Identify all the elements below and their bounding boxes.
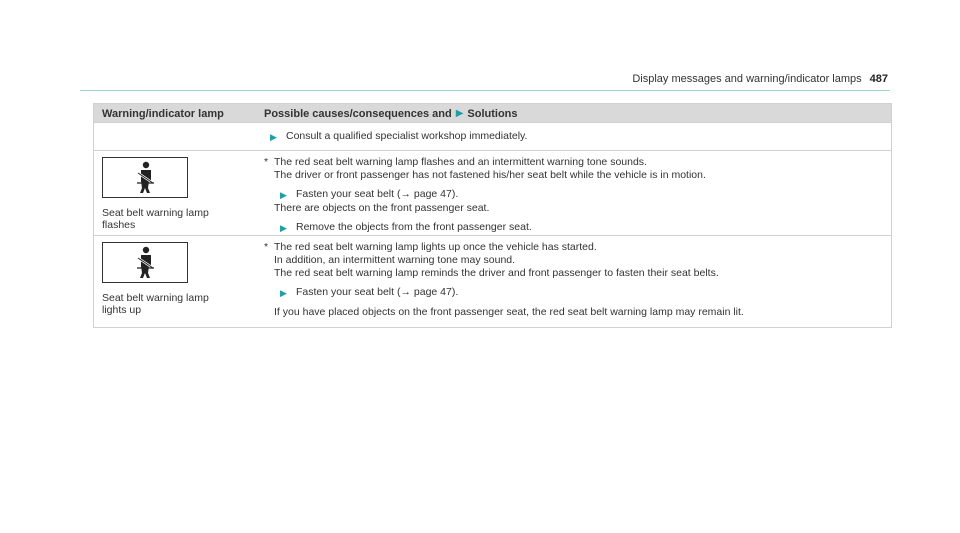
solution-step: [264, 188, 887, 202]
col-causes-header: [260, 104, 891, 122]
step-arrow-icon: ▶: [280, 190, 287, 200]
step-text: Remove the objects from the front passenger seat.: [296, 221, 532, 233]
step-arrow-icon: ▶: [280, 288, 287, 298]
lamp-cell-empty: [94, 123, 260, 150]
solution-step: [264, 286, 887, 300]
lamp-label-line: flashes: [102, 219, 136, 231]
lamp-label-line: lights up: [102, 304, 142, 316]
step-text: Fasten your seat belt (→ page 47).: [296, 286, 459, 298]
seat-belt-icon: [102, 242, 188, 283]
lamp-label-line: Seat belt warning lamp: [102, 292, 209, 304]
lamp-label-line: Seat belt warning lamp: [102, 207, 209, 219]
header-divider: [80, 90, 890, 91]
lamp-label: [102, 207, 252, 231]
section-title: Display messages and warning/indicator lamps: [632, 73, 862, 85]
star-marker: *: [264, 156, 269, 168]
cause-line: In addition, an intermittent warning tone may sound.: [274, 254, 516, 266]
solutions-header-text: Solutions: [467, 108, 518, 120]
solution-arrow-icon: ▶: [455, 108, 464, 119]
cause-text: [264, 241, 887, 280]
step-text: Consult a qualified specialist workshop immediately.: [286, 130, 528, 142]
lamp-cell: [94, 236, 260, 327]
step-text: Fasten your seat belt (→ page 47).: [296, 188, 459, 200]
cause-line: If you have placed objects on the front passenger seat, the red seat belt warning lamp may remain lit.: [274, 306, 744, 318]
warning-lamp-table: [93, 103, 892, 328]
causes-header-text: Possible causes/consequences and: [264, 108, 452, 120]
cause-line: The red seat belt warning lamp reminds the driver and front passenger to fasten their seat belts.: [274, 267, 719, 279]
solution-step: [264, 221, 887, 235]
star-marker: *: [264, 241, 269, 253]
page-header: [0, 0, 960, 95]
cause-line: The driver or front passenger has not fastened his/her seat belt while the vehicle is in motion.: [274, 169, 706, 181]
table-row: [94, 122, 891, 150]
seat-belt-icon: [102, 157, 188, 198]
table-row: [94, 235, 891, 327]
lamp-label: [102, 292, 252, 316]
col-warning-lamp-header: Warning/indicator lamp: [102, 108, 224, 120]
step-arrow-icon: ▶: [280, 223, 287, 233]
cause-line: The red seat belt warning lamp flashes and an intermittent warning tone sounds.: [274, 156, 647, 168]
step-arrow-icon: ▶: [270, 132, 277, 142]
table-row: [94, 150, 891, 235]
header-title: [632, 73, 888, 85]
solution-step: [264, 130, 887, 144]
solution-cell: [260, 123, 891, 150]
cause-line: There are objects on the front passenger seat.: [274, 202, 490, 214]
lamp-cell: [94, 151, 260, 235]
cause-cell: [260, 236, 891, 327]
table-header: [94, 104, 891, 122]
cause-text: [264, 156, 887, 182]
cause-line: The red seat belt warning lamp lights up once the vehicle has started.: [274, 241, 597, 253]
cause-cell: [260, 151, 891, 235]
page-number: 487: [869, 73, 888, 85]
